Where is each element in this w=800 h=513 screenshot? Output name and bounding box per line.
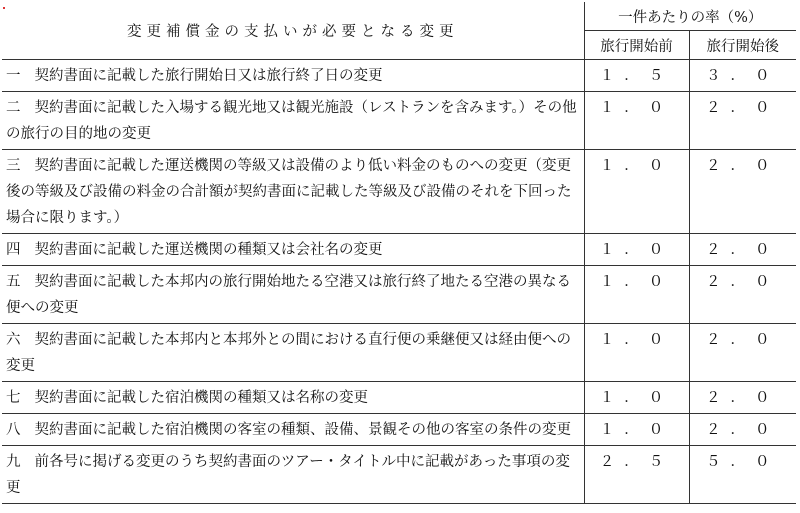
rate-before-start: ２．５	[584, 446, 689, 504]
rate-after-start: ２．０	[689, 382, 796, 414]
item-text: 契約書面に記載した旅行開始日又は旅行終了日の変更	[34, 68, 383, 84]
table-row	[2, 150, 796, 234]
change-description	[2, 60, 584, 92]
change-description	[2, 92, 584, 150]
rate-after-start: ２．０	[689, 150, 796, 234]
header-row-1	[2, 2, 796, 31]
change-description	[2, 150, 584, 234]
change-description	[2, 266, 584, 324]
table-row	[2, 60, 796, 92]
item-number: 八	[6, 422, 21, 438]
item-text: 契約書面に記載した入場する観光地又は観光施設（レストランを含みます。）その他の旅行の目的地の変更	[6, 100, 577, 142]
rate-after-start: ２．０	[689, 92, 796, 150]
item-text: 契約書面に記載した本邦内と本邦外との間における直行便の乗継便又は経由便への変更	[6, 332, 571, 374]
rate-after-start: ２．０	[689, 234, 796, 266]
change-description	[2, 324, 584, 382]
rate-after-start: ２．０	[689, 324, 796, 382]
item-text: 契約書面に記載した運送機関の種類又は会社名の変更	[34, 242, 383, 258]
item-number: 三	[6, 158, 21, 174]
table-row	[2, 414, 796, 446]
rate-before-start: １．０	[584, 266, 689, 324]
rate-before-start: １．０	[584, 324, 689, 382]
item-text: 契約書面に記載した宿泊機関の客室の種類、設備、景観その他の客室の条件の変更	[34, 422, 571, 438]
after-start-header: 旅行開始後	[689, 31, 796, 60]
item-number: 九	[6, 454, 21, 470]
item-number: 四	[6, 242, 21, 258]
change-column-header: 変更補償金の支払いが必要となる変更	[2, 2, 584, 60]
change-description	[2, 414, 584, 446]
item-text: 契約書面に記載した宿泊機関の種類又は名称の変更	[34, 390, 368, 406]
rate-column-header: 一件あたりの率（%）	[584, 2, 796, 31]
item-number: 五	[6, 274, 21, 290]
item-number: 二	[6, 100, 21, 116]
table-row	[2, 382, 796, 414]
item-number: 一	[6, 68, 21, 84]
rate-after-start: ３．０	[689, 60, 796, 92]
table-row	[2, 324, 796, 382]
table-row	[2, 234, 796, 266]
change-description	[2, 234, 584, 266]
rate-before-start: １．５	[584, 60, 689, 92]
rate-after-start: ２．０	[689, 266, 796, 324]
rate-before-start: １．０	[584, 92, 689, 150]
change-description	[2, 446, 584, 504]
compensation-rate-table	[2, 2, 796, 504]
item-number: 七	[6, 390, 21, 406]
rate-after-start: ５．０	[689, 446, 796, 504]
before-start-header: 旅行開始前	[584, 31, 689, 60]
table-row	[2, 266, 796, 324]
item-text: 契約書面に記載した運送機関の等級又は設備のより低い料金のものへの変更（変更後の等級及び設備の料金の合計額が契約書面に記載した等級及び設備のそれを下回った場合に限ります。）	[6, 158, 572, 226]
item-text: 契約書面に記載した本邦内の旅行開始地たる空港又は旅行終了地たる空港の異なる便への変更	[6, 274, 571, 316]
item-text: 前各号に掲げる変更のうち契約書面のツアー・タイトル中に記載があった事項の変更	[6, 454, 570, 496]
rate-before-start: １．０	[584, 234, 689, 266]
change-description	[2, 382, 584, 414]
rate-before-start: １．０	[584, 382, 689, 414]
item-number: 六	[6, 332, 21, 348]
rate-before-start: １．０	[584, 414, 689, 446]
rate-after-start: ２．０	[689, 414, 796, 446]
table-row	[2, 92, 796, 150]
table-row	[2, 446, 796, 504]
rate-before-start: １．０	[584, 150, 689, 234]
